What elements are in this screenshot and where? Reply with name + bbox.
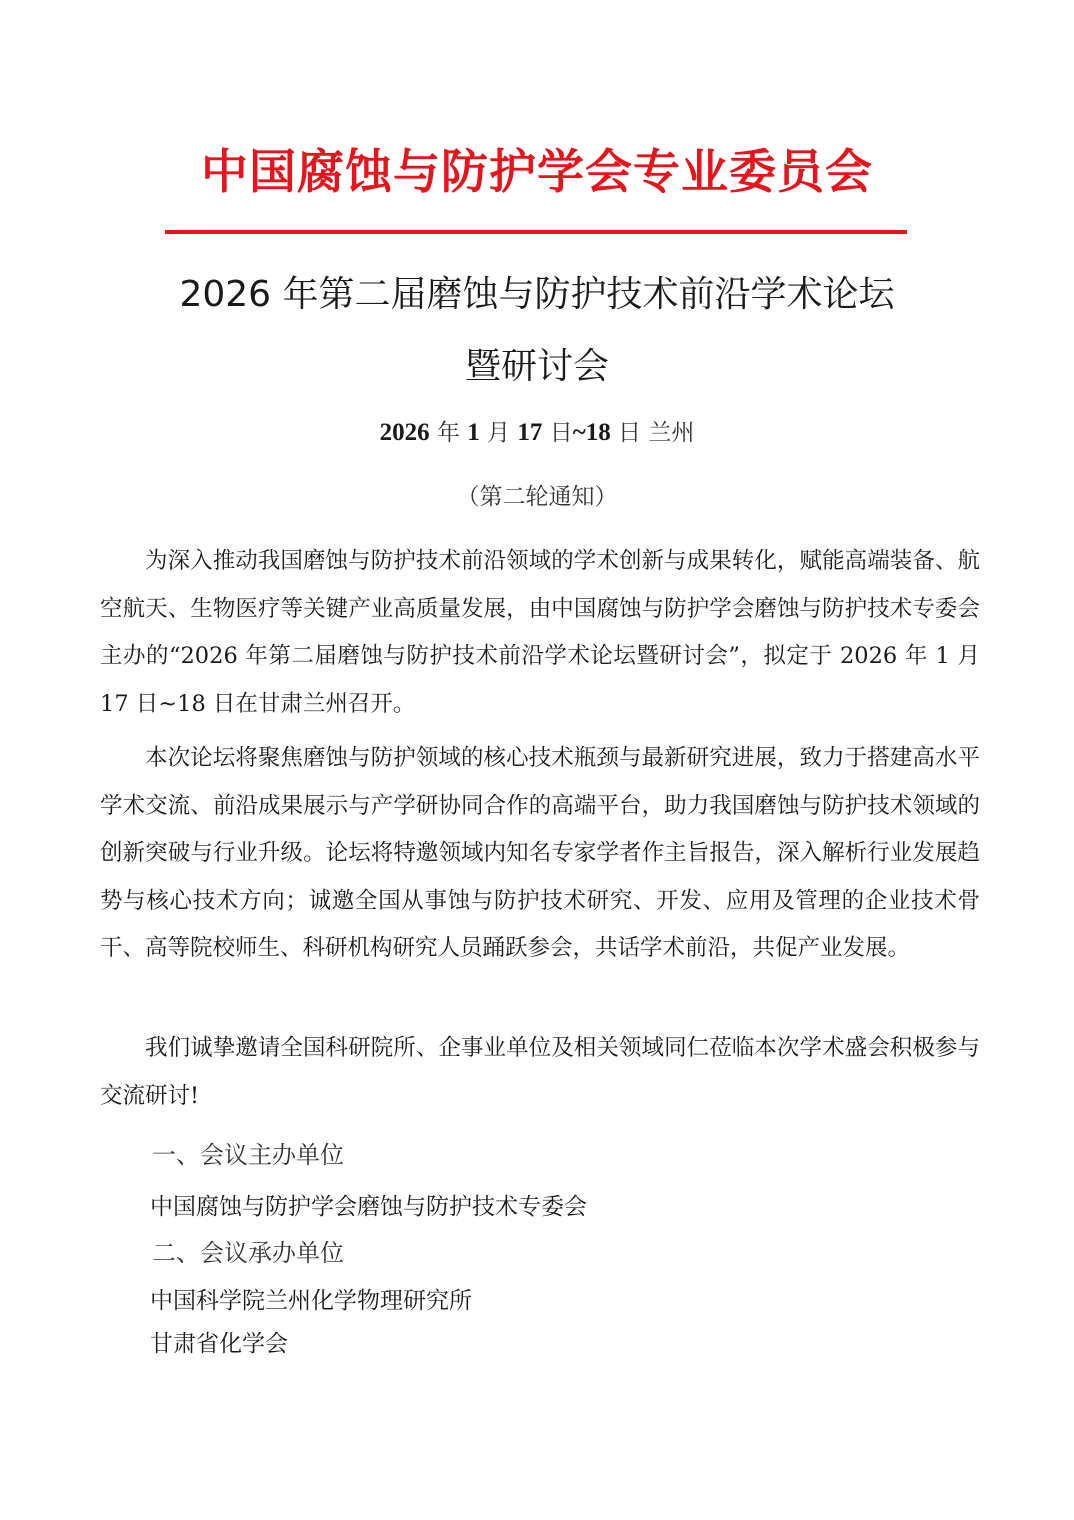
intro-paragraph-1: 为深入推动我国磨蚀与防护技术前沿领域的学术创新与成果转化，赋能高端装备、航空航天、生物医疗等关键产业高质量发展，由中国腐蚀与防护学会磨蚀与防护技术专委会主办的“2026 年第二届磨蚀与防护技术前沿学术论坛暨研讨会”，拟定于 2026 年 1 月 17 日~18 日在甘肃兰州召开。 bbox=[100, 548, 980, 717]
date-year: 2026 bbox=[379, 419, 430, 446]
organizer-name: 中国腐蚀与防护学会磨蚀与防护技术专委会 bbox=[150, 1194, 587, 1220]
notice-round: （第二轮通知） bbox=[456, 484, 618, 510]
date-year-unit: 年 bbox=[429, 420, 468, 446]
organization-title: 中国腐蚀与防护学会专业委员会 bbox=[201, 145, 873, 200]
date-day-end-unit: 日 bbox=[610, 420, 642, 446]
header-divider bbox=[165, 230, 907, 234]
organizer-heading: 一、会议主办单位 bbox=[152, 1141, 344, 1169]
host-name-2: 甘肃省化学会 bbox=[150, 1331, 288, 1357]
host-name-1: 中国科学院兰州化学物理研究所 bbox=[150, 1288, 472, 1314]
event-date-location bbox=[0, 414, 1074, 447]
date-month-unit: 月 bbox=[479, 420, 518, 446]
date-day-start: 17 bbox=[517, 419, 543, 446]
intro-paragraph-2: 本次论坛将聚焦磨蚀与防护领域的核心技术瓶颈与最新研究进展，致力于搭建高水平学术交流、前沿成果展示与产学研协同合作的高端平台，助力我国磨蚀与防护技术领域的创新突破与行业升级。论坛将特邀领域内知名专家学者作主旨报告，深入解析行业发展趋势与核心技术方向；诚邀全国从事蚀与防护技术研究、开发、应用及管理的企业技术骨干、高等院校师生、科研机构研究人员踊跃参会，共话学术前沿，共促产业发展。 bbox=[100, 745, 980, 961]
intro-paragraph-3: 我们诚挚邀请全国科研院所、企事业单位及相关领域同仁莅临本次学术盛会积极参与交流研讨! bbox=[100, 1035, 980, 1109]
event-city: 兰州 bbox=[641, 420, 695, 446]
host-heading: 二、会议承办单位 bbox=[152, 1239, 344, 1267]
event-title-line-1: 2026 年第二届磨蚀与防护技术前沿学术论坛 bbox=[179, 274, 895, 315]
date-day-end: ~18 bbox=[572, 419, 611, 446]
event-title-line-2: 暨研讨会 bbox=[464, 346, 609, 387]
date-month: 1 bbox=[467, 419, 480, 446]
date-day-start-unit: 日 bbox=[542, 420, 573, 446]
